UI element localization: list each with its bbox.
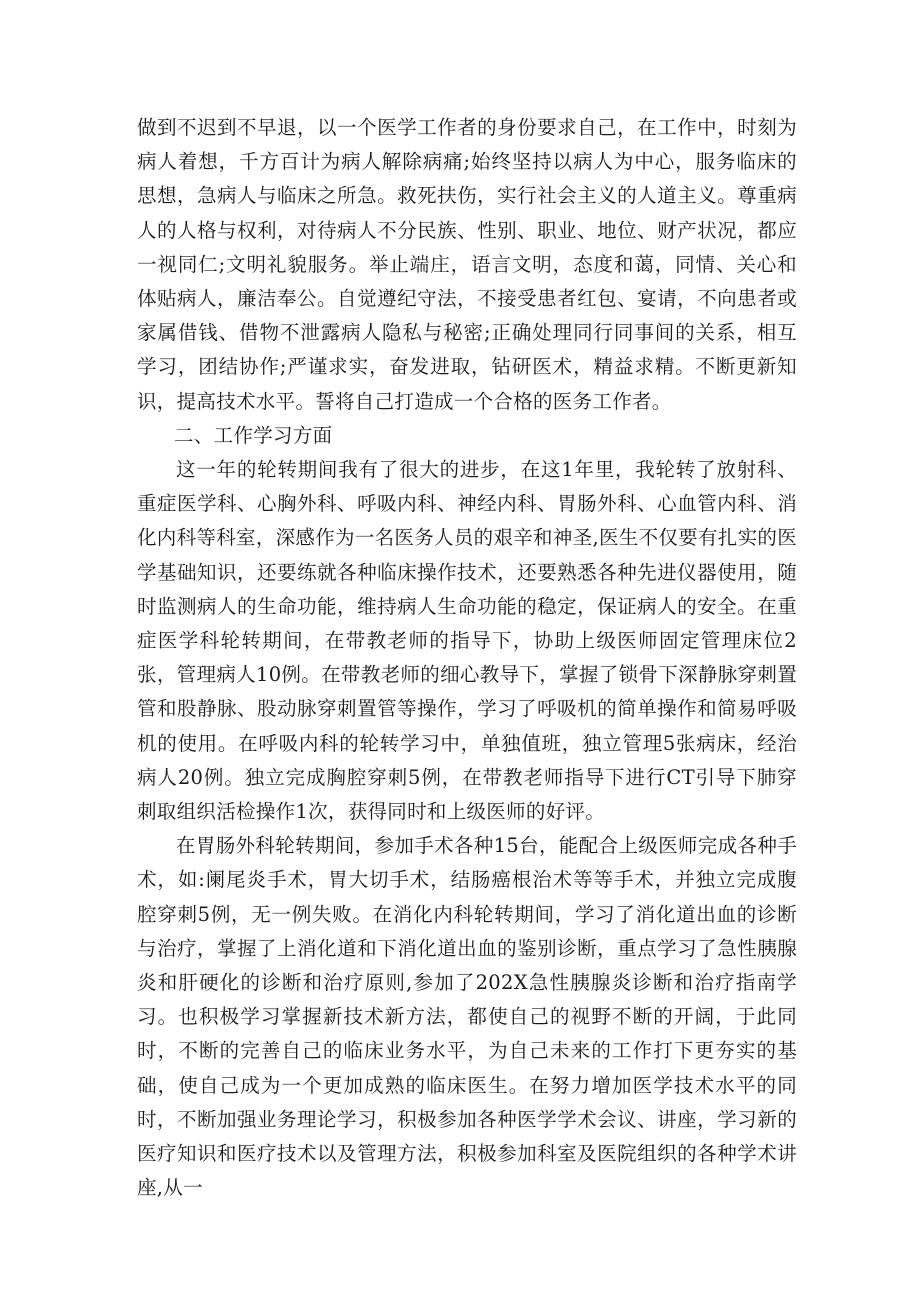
- paragraph-ethics: 做到不迟到不早退，以一个医学工作者的身份要求自己，在工作中，时刻为病人着想，千方百计为病人解除病痛;始终坚持以病人为中心，服务临床的思想，急病人与临床之所急。救死扶伤，实行社会主义的人道主义。尊重病人的人格与权利，对待病人不分民族、性别、职业、地位、财产状况，都应一视同仁;文明礼貌服务。举止端庄，语言文明，态度和蔼，同情、关心和体贴病人，廉洁奉公。自觉遵纪守法，不接受患者红包、宴请，不向患者或家属借钱、借物不泄露病人隐私与秘密;正确处理同行同事间的关系，相互学习，团结协作;严谨求实，奋发进取，钻研医术，精益求精。不断更新知识，提高技术水平。誓将自己打造成一个合格的医务工作者。: [137, 116, 797, 413]
- document-body: [137, 111, 797, 1206]
- paragraph-rotation: 这一年的轮转期间我有了很大的进步，在这1年里，我轮转了放射科、重症医学科、心胸外科、呼吸内科、神经内科、胃肠外科、心血管内科、消化内科等科室，深感作为一名医务人员的艰辛和神圣,医生不仅要有扎实的医学基础知识，还要练就各种临床操作技术，还要熟悉各种先进仪器使用，随时监测病人的生命功能，维持病人生命功能的稳定，保证病人的安全。在重症医学科轮转期间，在带教老师的指导下，协助上级医师固定管理床位2张，管理病人10例。在带教老师的细心教导下，掌握了锁骨下深静脉穿刺置管和股静脉、股动脉穿刺置管等操作，学习了呼吸机的简单操作和简易呼吸机的使用。在呼吸内科的轮转学习中，单独值班，独立管理5张病床，经治病人20例。独立完成胸腔穿刺5例，在带教老师指导下进行CT引导下肺穿刺取组织活检操作1次，获得同时和上级医师的好评。: [137, 458, 797, 824]
- paragraph-surgery: 在胃肠外科轮转期间，参加手术各种15台，能配合上级医师完成各种手术，如:阑尾炎手术，胃大切手术，结肠癌根治术等等手术，并独立完成腹腔穿刺5例，无一例失败。在消化内科轮转期间，学习了消化道出血的诊断与治疗，掌握了上消化道和下消化道出血的鉴别诊断，重点学习了急性胰腺炎和肝硬化的诊断和治疗原则,参加了202X急性胰腺炎诊断和治疗指南学习。也积极学习掌握新技术新方法，都使自己的视野不断的开阔，于此同时，不断的完善自己的临床业务水平，为自己未来的工作打下更夯实的基础，使自己成为一个更加成熟的临床医生。在努力增加医学技术水平的同时，不断加强业务理论学习，积极参加各种医学学术会议、讲座，学习新的医疗知识和医疗技术以及管理方法，积极参加科室及医院组织的各种学术讲座,从一: [137, 834, 797, 1200]
- section-heading-work-study: 二、工作学习方面: [174, 423, 333, 447]
